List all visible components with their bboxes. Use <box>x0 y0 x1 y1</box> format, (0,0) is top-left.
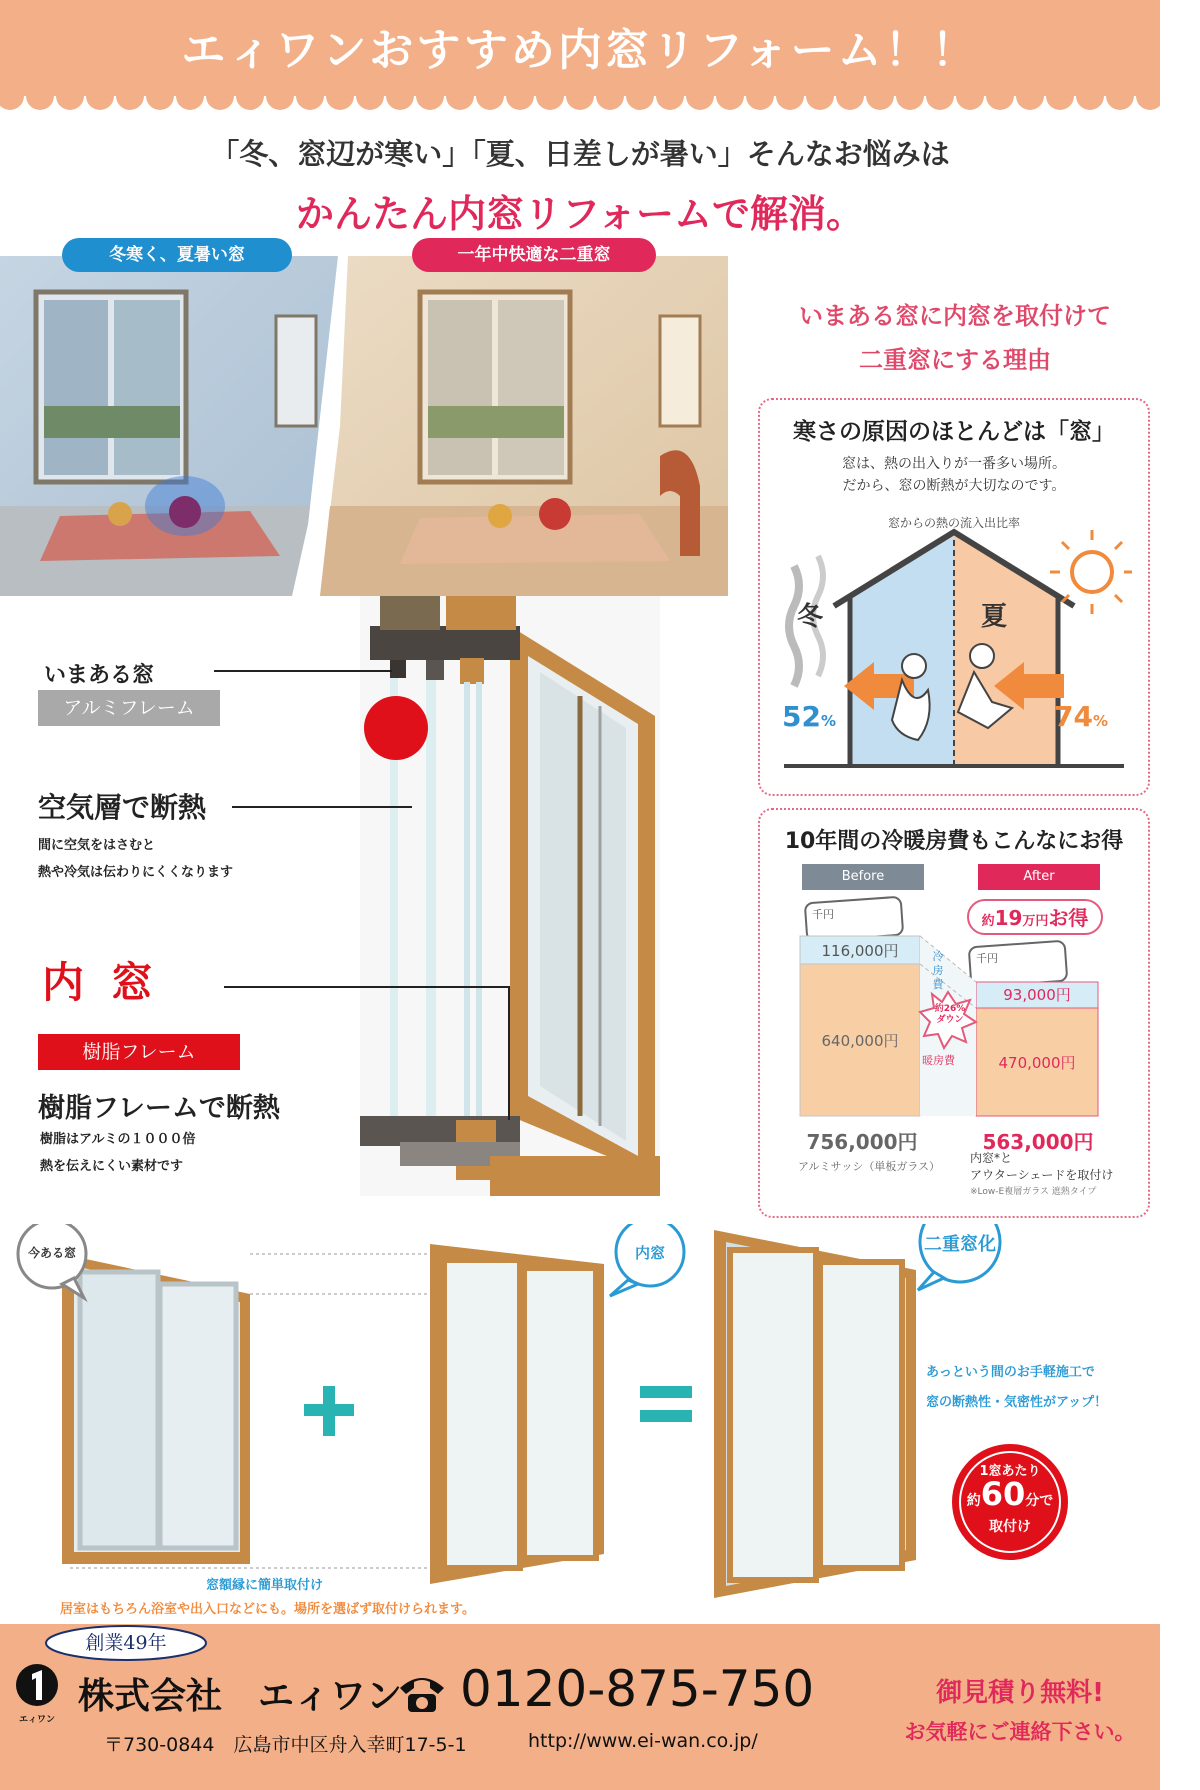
reduction-label: 約26% ダウン <box>934 1004 966 1025</box>
after-heat-cost: 470,000円 <box>998 1054 1076 1072</box>
before-total-cost: 756,000円 <box>806 1130 918 1154</box>
savings-badge: 約19万円お得 <box>981 906 1089 930</box>
resin-frame-desc: 樹脂はアルミの１０００倍 熱を伝えにくい素材です <box>40 1132 196 1174</box>
inner-window-title: 内 窓 <box>42 958 159 1007</box>
company-address: 〒730-0844 広島市中区舟入幸町17-5-1 <box>104 1734 467 1756</box>
house-heat-diagram <box>774 526 1134 772</box>
company-name: 株式会社 エィワン <box>78 1676 403 1717</box>
free-estimate-text: 御見積り無料! <box>936 1678 1104 1708</box>
established-text: 創業49年 <box>85 1632 167 1654</box>
banner-scallop-edge <box>0 96 1160 118</box>
cooling-label: 冷房費 <box>932 950 944 991</box>
heat-flow-caption: 窓からの熱の流入出比率 <box>887 516 1020 530</box>
lead-line-1: 「冬、窓辺が寒い」「夏、日差しが暑い」そんなお悩みは <box>210 137 950 171</box>
summer-percent: 74% <box>1054 700 1108 733</box>
contact-invite-text: お気軽にご連絡下さい。 <box>904 1720 1136 1744</box>
reason-title: いまある窓に内窓を取付けて 二重窓にする理由 <box>799 302 1111 374</box>
double-window-bubble: 二重窓化 <box>924 1234 996 1255</box>
before-cool-cost: 116,000円 <box>821 942 899 960</box>
phone-icon <box>396 1672 448 1716</box>
before-note: アルミサッシ（単板ガラス） <box>798 1160 941 1173</box>
aluminum-frame-label: アルミフレーム <box>38 690 220 726</box>
double-window-diagram <box>10 1224 1150 1624</box>
double-window-label: 一年中快適な二重窓 <box>412 238 656 272</box>
phone-number[interactable]: 0120-875-750 <box>460 1660 815 1718</box>
inner-window-pointer-drop <box>508 986 510 1120</box>
after-cool-cost: 93,000円 <box>1003 986 1071 1004</box>
resin-frame-title: 樹脂フレームで断熱 <box>38 1093 280 1124</box>
heating-label: 暖房費 <box>922 1054 955 1067</box>
company-website-link[interactable]: http://www.ei-wan.co.jp/ <box>528 1730 758 1752</box>
window-cause-title: 寒さの原因のほとんどは「窓」 <box>793 419 1115 445</box>
existing-window-title: いまある窓 <box>44 663 155 688</box>
inner-window-pointer <box>224 986 510 988</box>
resin-frame-label: 樹脂フレーム <box>38 1034 240 1070</box>
install-description: あっという間のお手軽施工で 窓の断熱性・気密性がアップ！ <box>926 1365 1108 1410</box>
air-layer-title: 空気層で断熱 <box>38 791 207 824</box>
lead-line-2: かんたん内窓リフォームで解消。 <box>295 192 865 236</box>
air-layer-pointer <box>232 806 412 808</box>
winter-percent: 52% <box>782 700 836 733</box>
summer-label: 夏 <box>980 602 1007 632</box>
install-time-badge: 1窓あたり 約60分で 取付け <box>966 1464 1054 1535</box>
bill-label-before: 千円 <box>812 908 834 921</box>
window-cause-subtext: 窓は、熱の出入りが一番多い場所。 だから、窓の断熱が大切なのです。 <box>842 456 1066 494</box>
inner-window-bubble: 内窓 <box>634 1244 665 1262</box>
existing-window-bubble: 今ある窓 <box>27 1246 76 1260</box>
frame-install-note: 窓額縁に簡単取付け <box>206 1578 324 1593</box>
after-tag: After <box>978 864 1100 890</box>
logo-caption: エィワン <box>18 1715 55 1725</box>
page-title: エィワンおすすめ内窓リフォーム！！ <box>181 25 979 76</box>
after-note: 内窓*と アウターシェードを取付け ※Low-E複層ガラス 遮熱タイプ <box>970 1151 1114 1197</box>
before-tag: Before <box>802 864 924 890</box>
after-total-cost: 563,000円 <box>982 1130 1094 1154</box>
cost-savings-title: 10年間の冷暖房費もこんなにお得 <box>784 829 1124 854</box>
placement-note: 居室はもちろん浴室や出入口などにも。場所を選ばず取付けられます。 <box>60 1602 475 1617</box>
before-heat-cost: 640,000円 <box>821 1032 899 1050</box>
company-logo-icon <box>14 1662 60 1712</box>
cold-window-label: 冬寒く、夏暑い窓 <box>62 238 292 272</box>
bill-label-after: 千円 <box>976 952 998 965</box>
window-cross-section <box>360 596 660 1196</box>
winter-label: 冬 <box>796 602 823 632</box>
room-photos <box>0 256 728 596</box>
existing-window-pointer <box>214 670 392 672</box>
air-layer-desc: 間に空気をはさむと 熱や冷気は伝わりにくくなります <box>38 838 234 880</box>
